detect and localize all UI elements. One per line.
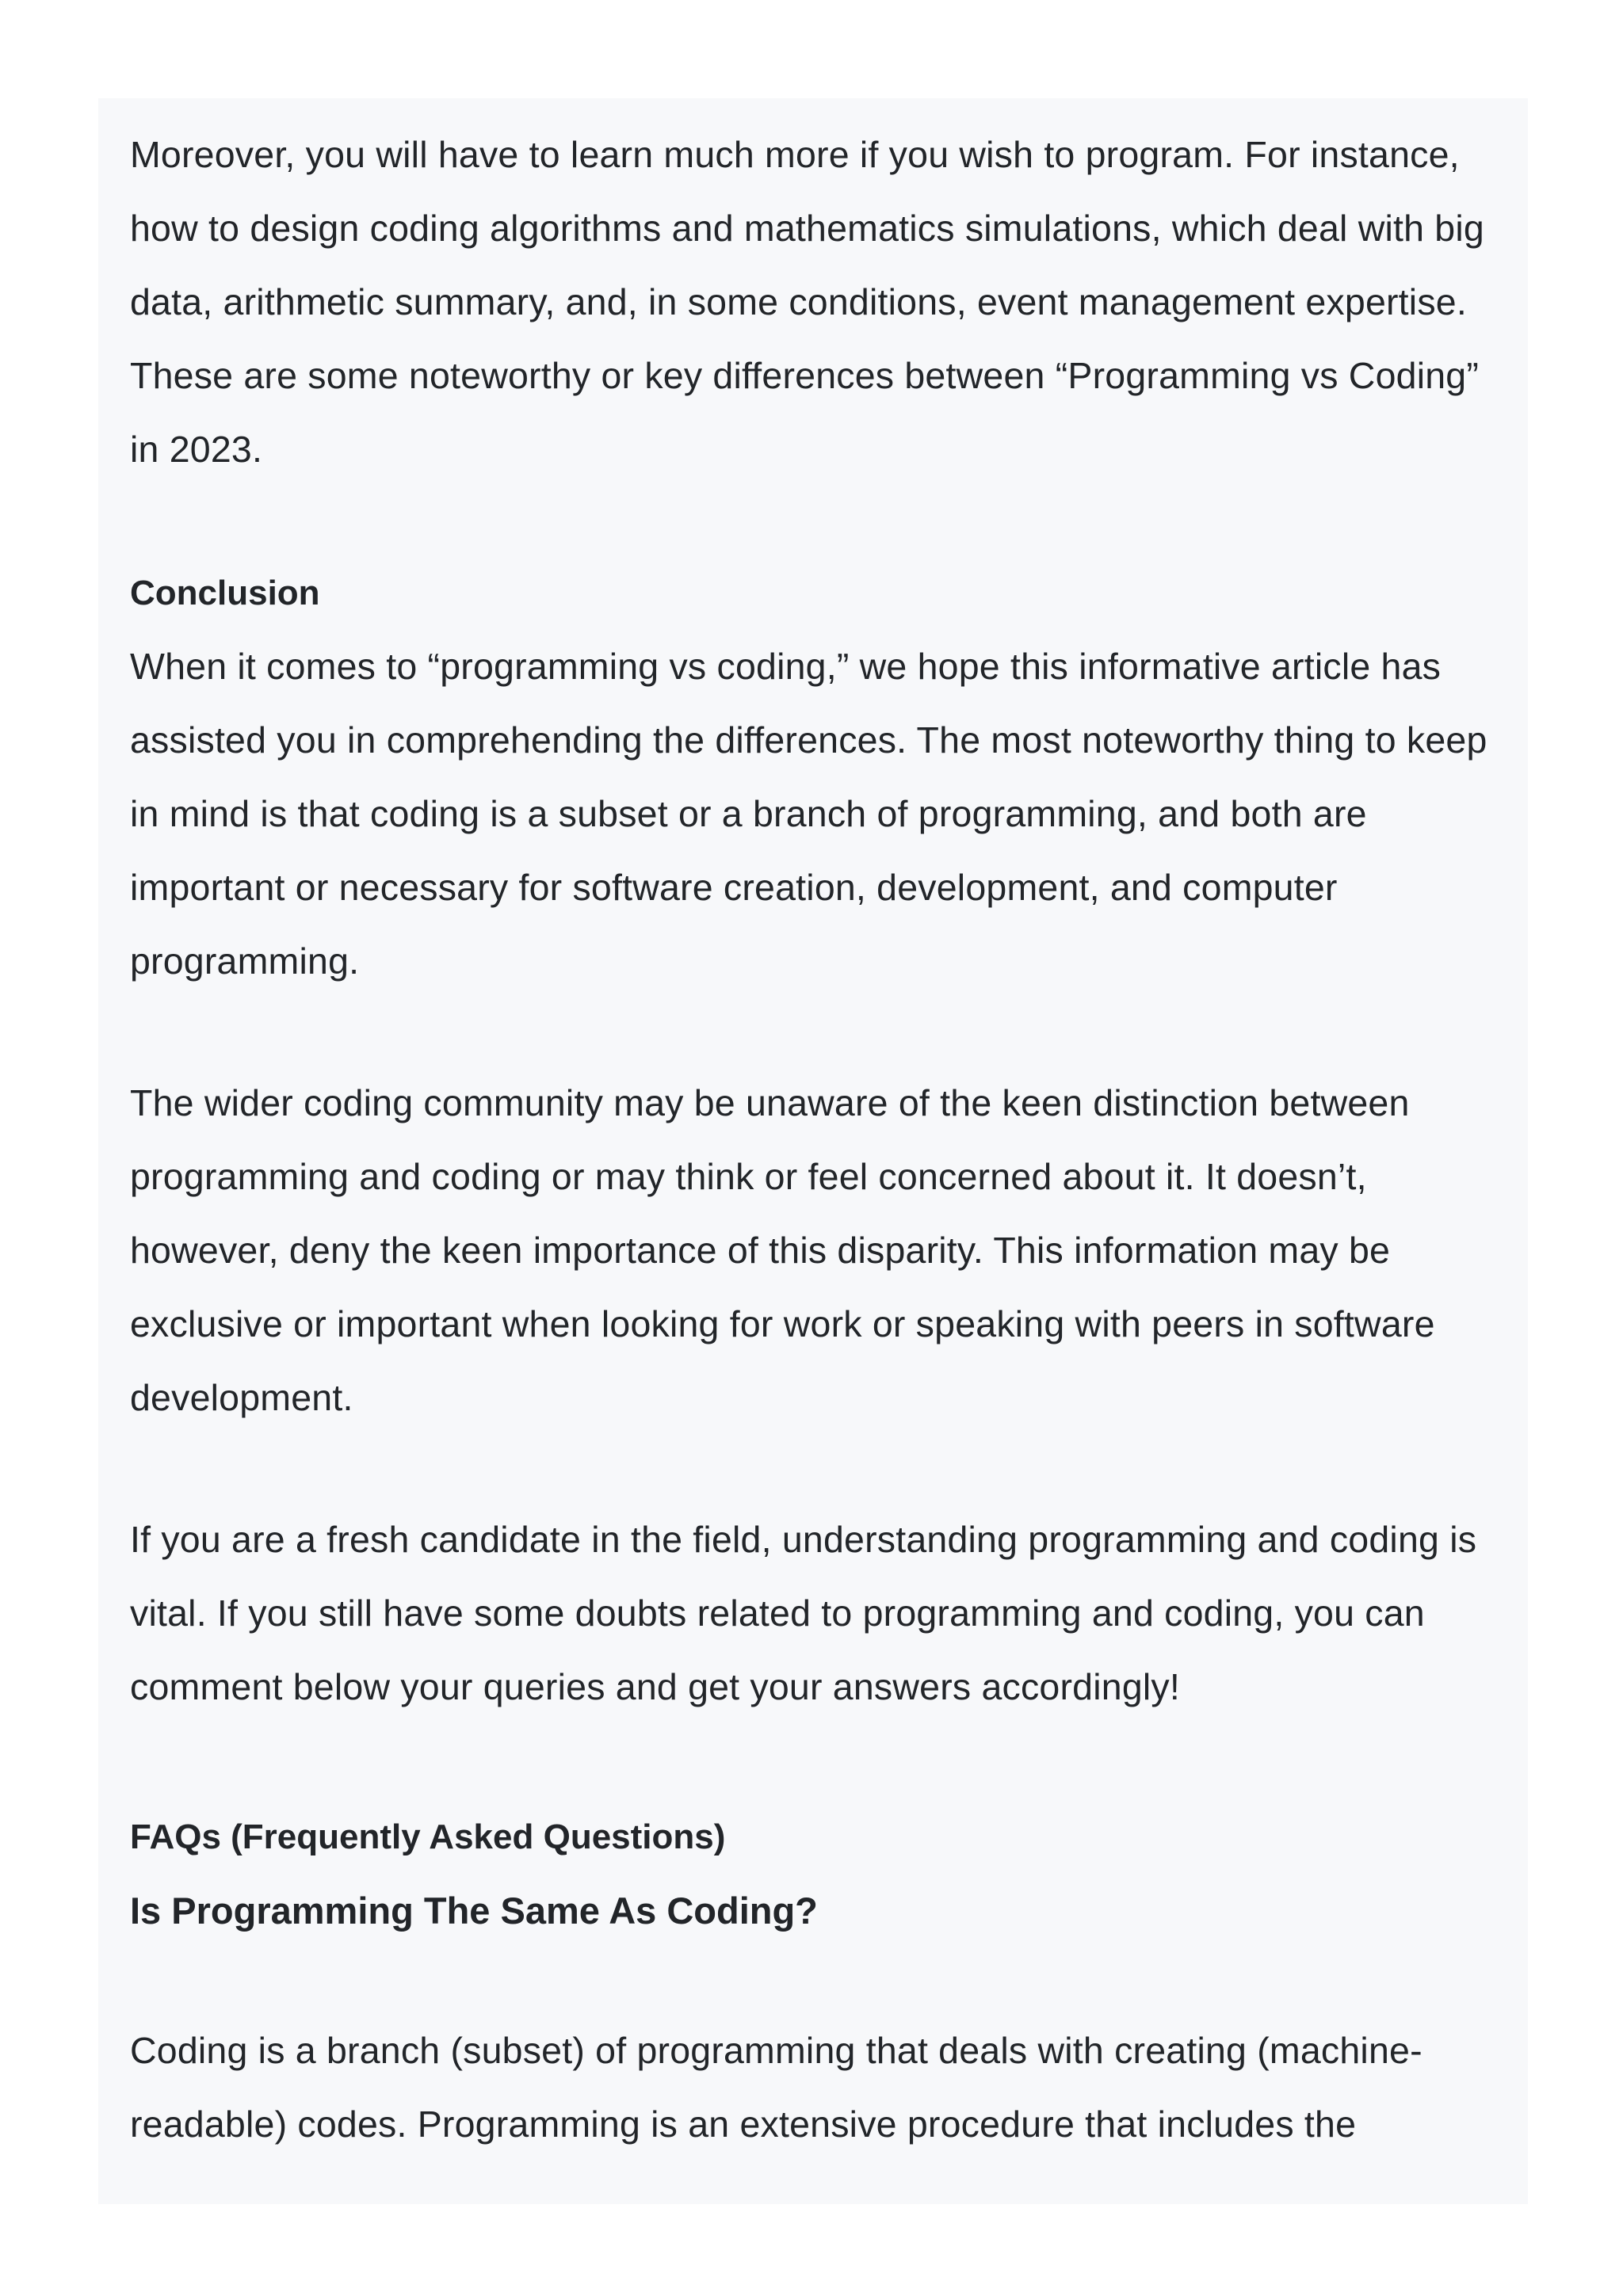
article-content	[130, 98, 1509, 2161]
faq-heading: FAQs (Frequently Asked Questions)	[130, 1817, 726, 1856]
faq-answer-1: Coding is a branch (subset) of programming that deals with creating (machine-readable) codes. Programming is an extensive procedure that includes the	[130, 2030, 1423, 2145]
conclusion-heading: Conclusion	[130, 574, 320, 612]
faq-question-1: Is Programming The Same As Coding?	[130, 1890, 818, 1932]
conclusion-paragraph-2: The wider coding community may be unaware of the keen distinction between programming and coding or may think or feel concerned about it. It doesn’t, however, deny the keen importance of this disparity. This information may be exclusive or important when looking for work or speaking with peers in software development.	[130, 1082, 1435, 1418]
conclusion-paragraph-3: If you are a fresh candidate in the field, understanding programming and coding is vital. If you still have some doubts related to programming and coding, you can comment below your queries and get your answers accordingly!	[130, 1519, 1477, 1707]
article-panel	[98, 98, 1528, 2204]
intro-paragraph: Moreover, you will have to learn much more if you wish to program. For instance, how to design coding algorithms and mathematics simulations, which deal with big data, arithmetic summary, and, in some conditions, event management expertise. These are some noteworthy or key differences between “Programming vs Coding” in 2023.	[130, 134, 1484, 470]
conclusion-paragraph-1: When it comes to “programming vs coding,” we hope this informative article has assisted you in comprehending the differences. The most noteworthy thing to keep in mind is that coding is a subset or a branch of programming, and both are important or necessary for software creation, development, and computer programming.	[130, 646, 1487, 982]
